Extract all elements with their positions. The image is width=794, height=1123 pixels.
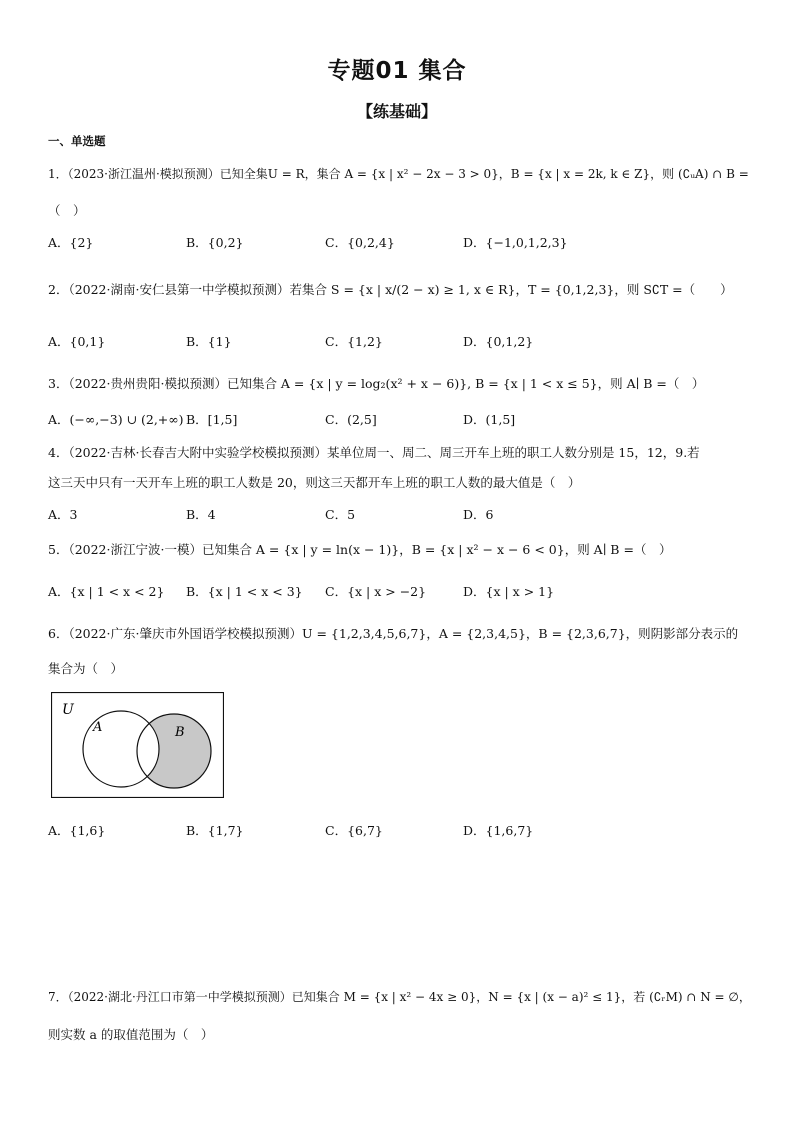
question-5-option-d: D．{x | x > 1} [463,584,555,599]
question-4-option-b: B．4 [186,507,216,522]
question-4-option-a: A．3 [48,507,78,522]
question-3-option-a: A．(−∞,−3) ∪ (2,+∞) [48,412,184,427]
question-1-stem: 1．（2023·浙江温州·模拟预测）已知全集U = R，集合 A = {x | x² − 2x − 3 > 0}，B = {x | x = 2k, k ∈ Z}，则 (∁ᵤA) ∩ B = [48,167,749,181]
question-6-option-d: D．{1,6,7} [463,823,534,838]
question-3-option-c: C．(2,5] [325,412,377,427]
page-subtitle: 【练基础】 [356,102,437,121]
venn-label-u: U [62,702,74,718]
question-6-option-c: C．{6,7} [325,823,383,838]
question-2-option-c: C．{1,2} [325,334,383,349]
question-3-option-b: B．[1,5] [186,412,238,427]
question-1-option-a: A．{2} [48,235,94,250]
question-5-option-b: B．{x | 1 < x < 3} [186,584,303,599]
question-3-stem: 3．（2022·贵州贵阳·模拟预测）已知集合 A = {x | y = log₂(x² + x − 6)}, B = {x | 1 < x ≤ 5}，则 A∣ B =（ ） [48,376,705,391]
question-4-option-d: D．6 [463,507,494,522]
venn-label-a: A [93,720,103,735]
question-7-stem: 7．（2022·湖北·丹江口市第一中学模拟预测）已知集合 M = {x | x² − 4x ≥ 0}，N = {x | (x − a)² ≤ 1}，若 (∁ᵣM) ∩ N = ∅， [48,990,751,1004]
page-title: 专题01 集合 [327,58,467,84]
question-1-option-c: C．{0,2,4} [325,235,395,250]
question-3-option-d: D．(1,5] [463,412,516,427]
question-4-stem-cont: 这三天中只有一天开车上班的职工人数是 20，则这三天都开车上班的职工人数的最大值是（ ） [48,475,581,490]
question-5-option-a: A．{x | 1 < x < 2} [48,584,165,599]
venn-label-b: B [175,725,185,740]
question-4-stem: 4．（2022·吉林·长春吉大附中实验学校模拟预测）某单位周一、周二、周三开车上班的职工人数分别是 15，12，9.若 [48,445,700,460]
question-1-stem-cont: （ ） [48,203,86,218]
venn-diagram [51,692,224,798]
question-1-option-d: D．{−1,0,1,2,3} [463,235,568,250]
question-6-option-b: B．{1,7} [186,823,244,838]
question-6-stem: 6．（2022·广东·肇庆市外国语学校模拟预测）U = {1,2,3,4,5,6,7}，A = {2,3,4,5}，B = {2,3,6,7}，则阴影部分表示的 [48,626,739,641]
question-4-option-c: C．5 [325,507,356,522]
question-5-option-c: C．{x | x > −2} [325,584,427,599]
section-heading: 一、单选题 [48,134,106,148]
question-6-option-a: A．{1,6} [48,823,106,838]
question-2-option-d: D．{0,1,2} [463,334,534,349]
question-5-stem: 5．（2022·浙江宁波·一模）已知集合 A = {x | y = ln(x − 1)}，B = {x | x² − x − 6 < 0}，则 A∣ B =（ ） [48,542,672,557]
question-7-stem-cont: 则实数 a 的取值范围为（ ） [48,1027,214,1042]
question-6-stem-cont: 集合为（ ） [48,661,124,676]
question-2-option-a: A．{0,1} [48,334,106,349]
question-1-option-b: B．{0,2} [186,235,244,250]
question-2-stem: 2．（2022·湖南·安仁县第一中学模拟预测）若集合 S = {x | x/(2 − x) ≥ 1, x ∈ R}，T = {0,1,2,3}，则 S∁T =（ ） [48,282,733,297]
question-2-option-b: B．{1} [186,334,232,349]
